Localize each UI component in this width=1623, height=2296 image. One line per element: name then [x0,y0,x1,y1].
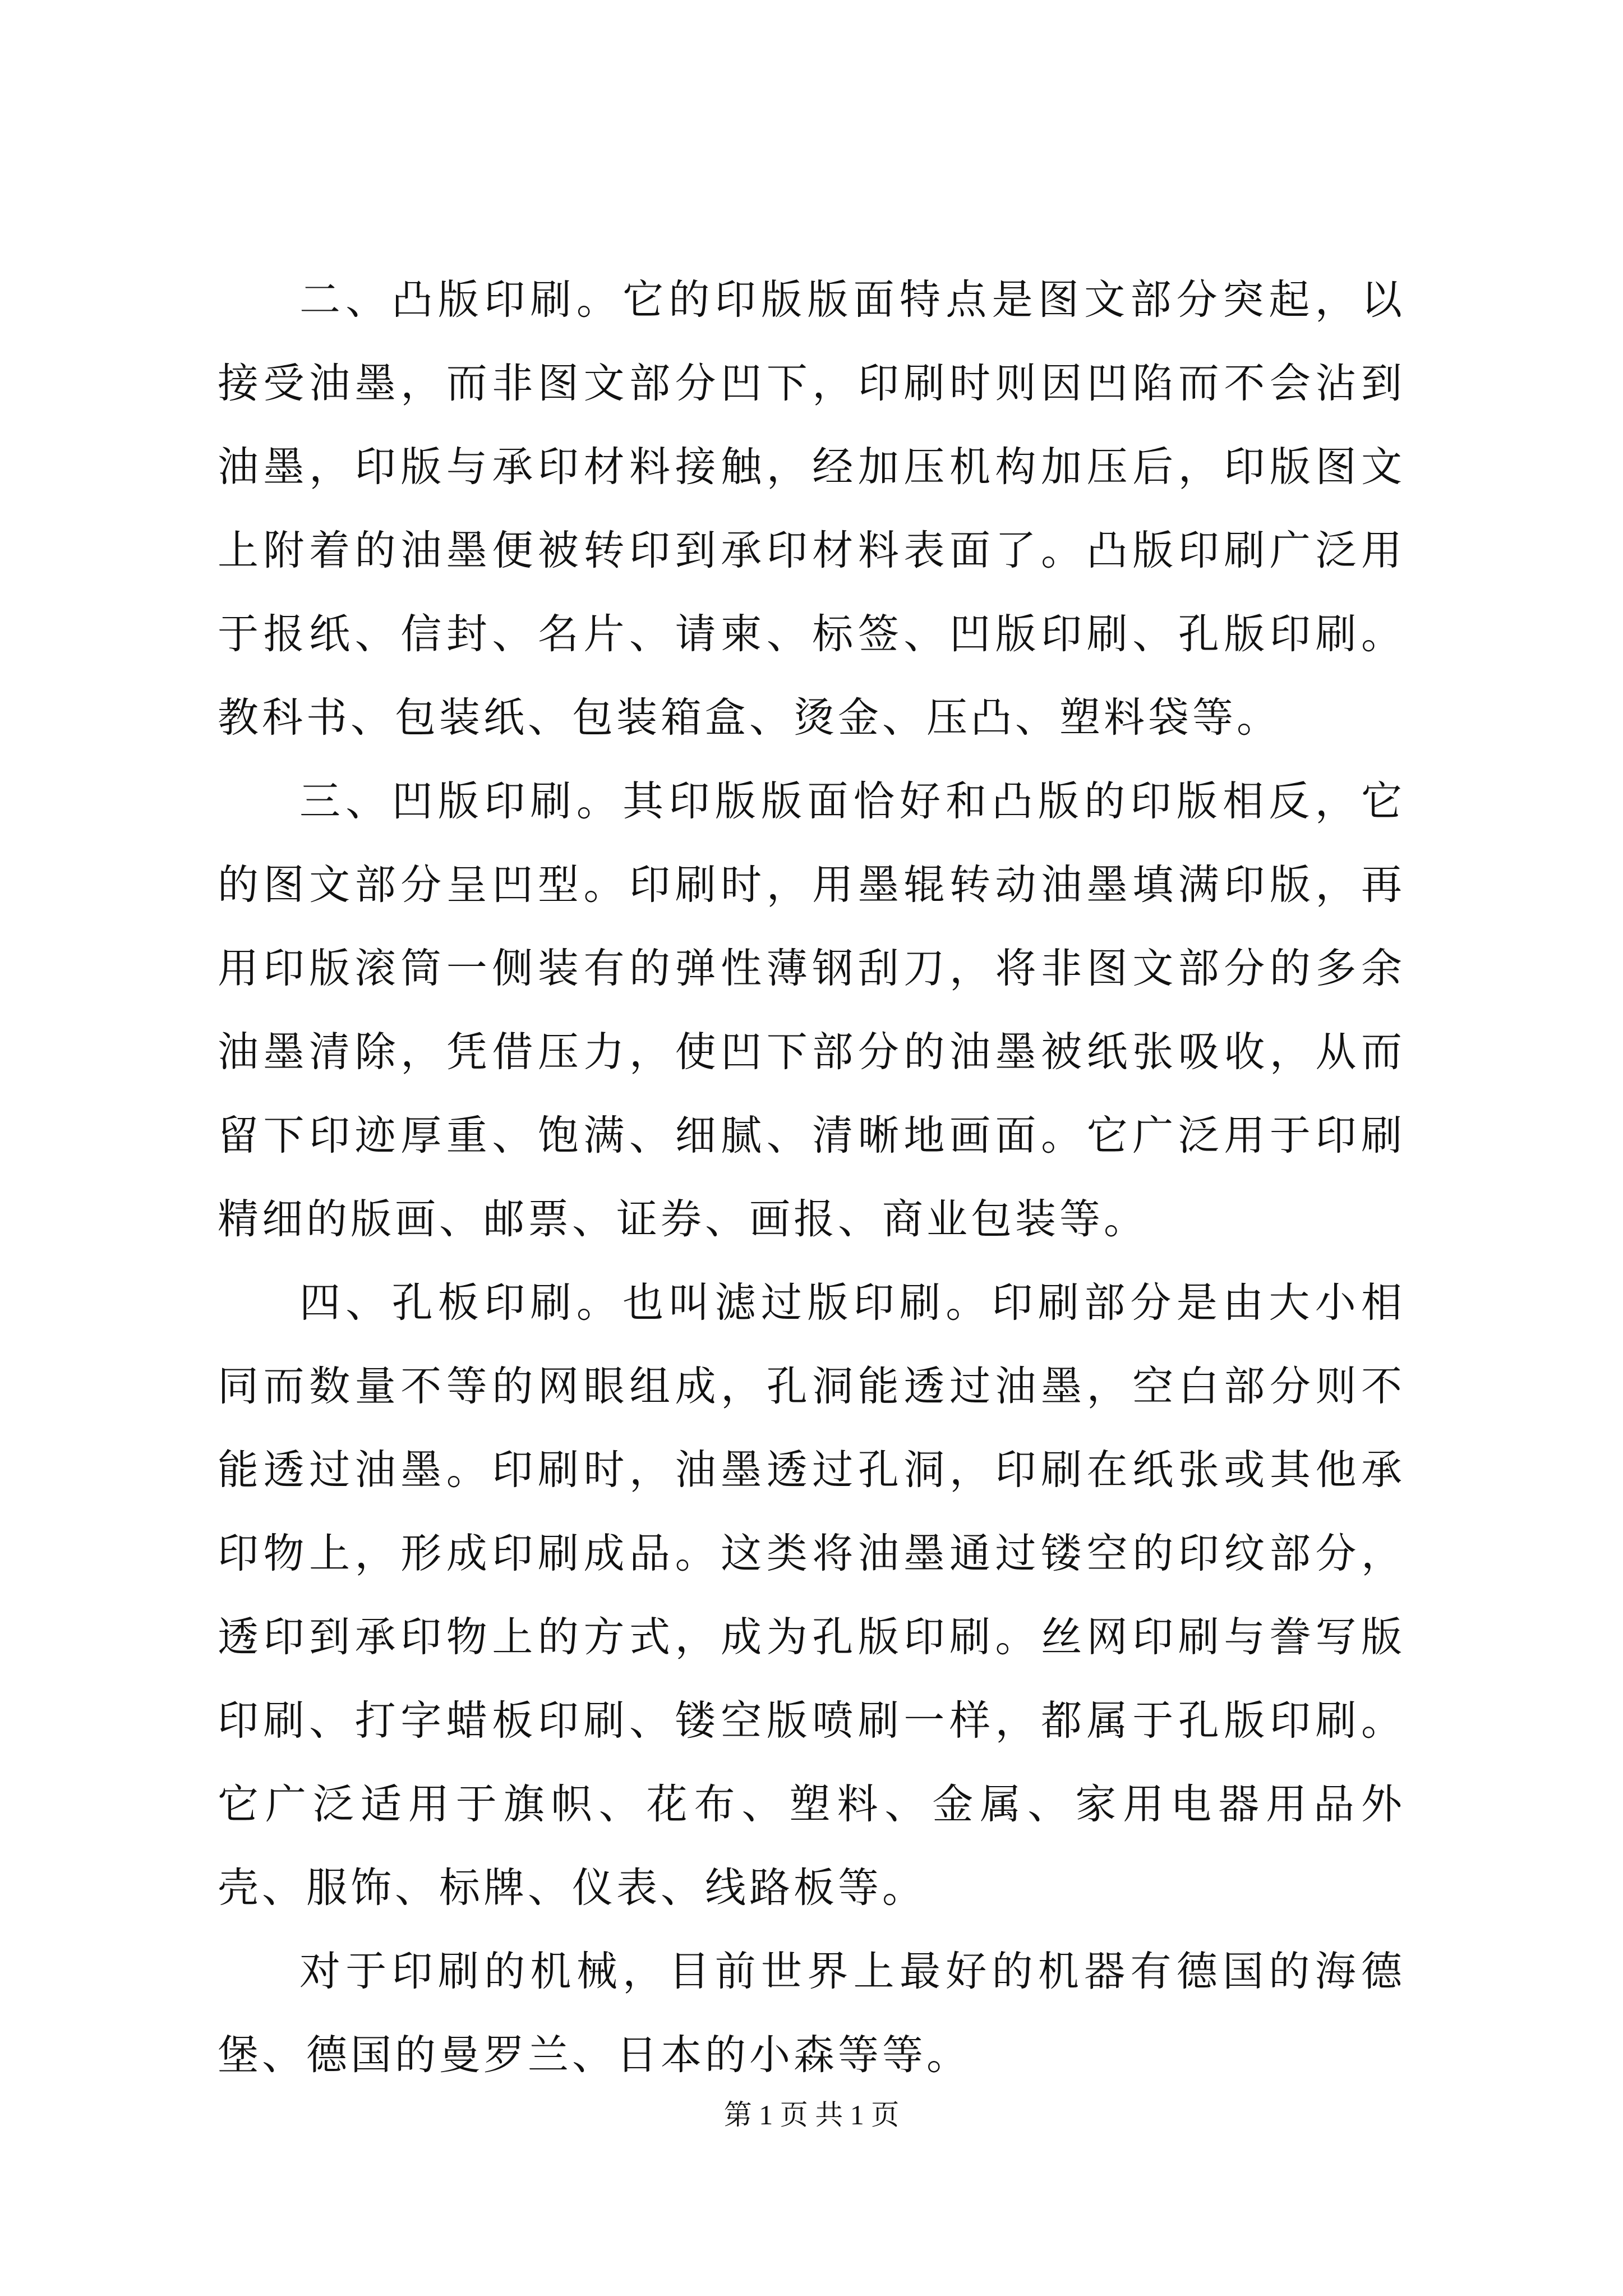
document-body [218,258,1405,2097]
page-footer: 第 1 页 共 1 页 [723,2099,900,2131]
paragraph-stencil-printing: 四、孔板印刷。也叫滤过版印刷。印刷部分是由大小相同而数量不等的网眼组成，孔洞能透过油墨，空白部分则不能透过油墨。印刷时，油墨透过孔洞，印刷在纸张或其他承印物上，形成印刷成品。这类将油墨通过镂空的印纹部分，透印到承印物上的方式，成为孔版印刷。丝网印刷与誊写版印刷、打字蜡板印刷、镂空版喷刷一样，都属于孔版印刷。它广泛适用于旗帜、花布、塑料、金属、家用电器用品外壳、服饰、标牌、仪表、线路板等。 [218,1279,1405,1912]
paragraph-printing-machinery: 对于印刷的机械，目前世界上最好的机器有德国的海德堡、德国的曼罗兰、日本的小森等等。 [218,1948,1405,2079]
paragraph-gravure-printing: 三、凹版印刷。其印版版面恰好和凸版的印版相反，它的图文部分呈凹型。印刷时，用墨辊转动油墨填满印版，再用印版滚筒一侧装有的弹性薄钢刮刀，将非图文部分的多余油墨清除，凭借压力，使凹下部分的油墨被纸张吸收，从而留下印迹厚重、饱满、细腻、清晰地画面。它广泛用于印刷精细的版画、邮票、证券、画报、商业包装等。 [218,777,1405,1243]
paragraph-relief-printing: 二、凸版印刷。它的印版版面特点是图文部分突起，以接受油墨，而非图文部分凹下，印刷时则因凹陷而不会沾到油墨，印版与承印材料接触，经加压机构加压后，印版图文上附着的油墨便被转印到承印材料表面了。凸版印刷广泛用于报纸、信封、名片、请柬、标签、凹版印刷、孔版印刷。教科书、包装纸、包装箱盒、烫金、压凸、塑料袋等。 [218,276,1405,742]
